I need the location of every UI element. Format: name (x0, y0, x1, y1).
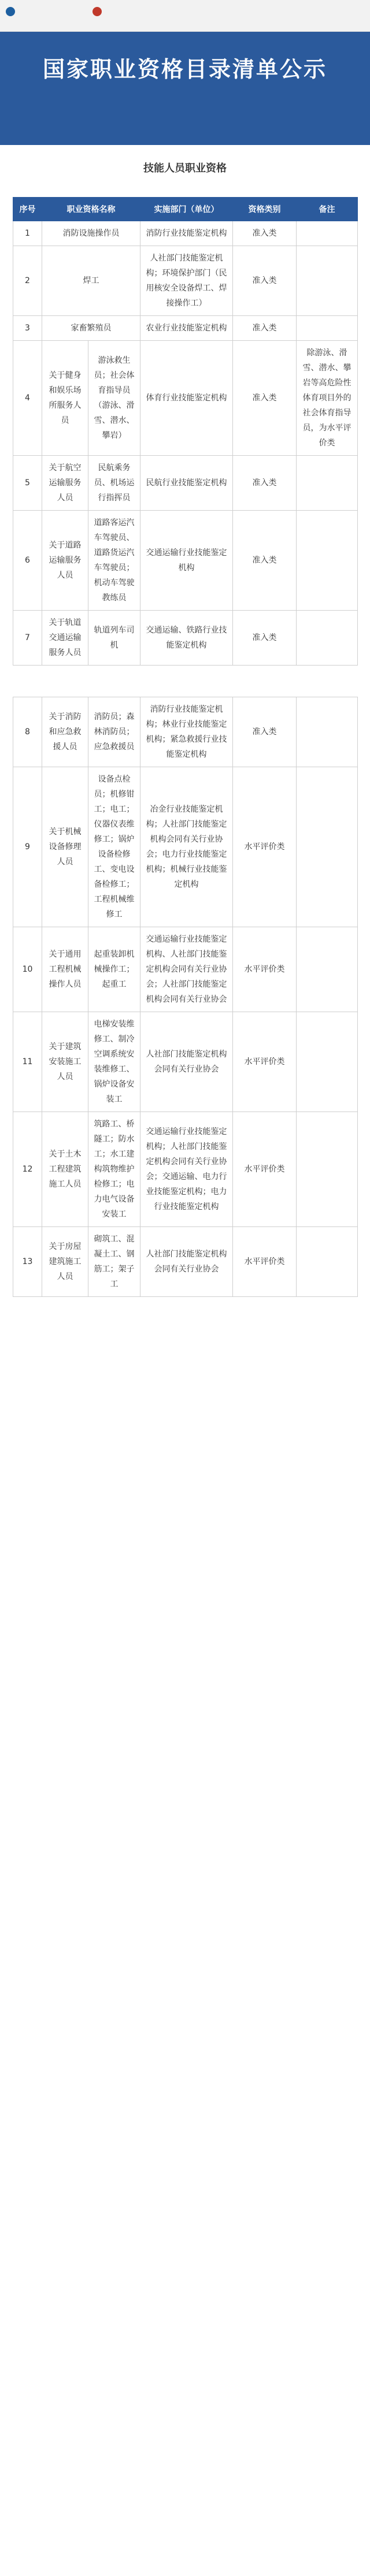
row-note: 除游泳、滑雪、潜水、攀岩等高危险性体育项目外的社会体育指导员，为水平评价类 (297, 341, 358, 456)
row-note (297, 316, 358, 341)
table-row (13, 246, 358, 316)
row-number: 4 (13, 341, 42, 456)
row-dept: 交通运输行业技能鉴定机构；人社部门技能鉴定机构会同有关行业协会；交通运输、电力行业技能鉴定机构；电力行业技能鉴定机构 (140, 1112, 233, 1227)
row-name: 关于健身和娱乐场所服务人员 (42, 341, 88, 456)
row-name: 消防设施操作员 (42, 221, 140, 246)
row-name: 关于机械设备修理人员 (42, 767, 88, 927)
row-number: 2 (13, 246, 42, 316)
row-note (297, 1012, 358, 1112)
row-dept: 体育行业技能鉴定机构 (140, 341, 233, 456)
row-sub: 电梯安装维修工、制冷空调系统安装维修工、锅炉设备安装工 (88, 1012, 140, 1112)
row-name: 关于建筑安装施工人员 (42, 1012, 88, 1112)
table-header-row (13, 198, 358, 221)
row-category: 准入类 (233, 456, 297, 511)
row-category: 水平评价类 (233, 1012, 297, 1112)
table-row (13, 456, 358, 511)
row-name: 关于消防和应急救援人员 (42, 697, 88, 767)
row-note (297, 511, 358, 611)
row-number: 1 (13, 221, 42, 246)
row-category: 水平评价类 (233, 1112, 297, 1227)
row-note (297, 456, 358, 511)
row-sub: 设备点检员；机修钳工；电工；仪器仪表维修工；锅炉设备检修工、变电设备检修工；工程机械维修工 (88, 767, 140, 927)
row-number: 13 (13, 1227, 42, 1297)
table-row (13, 221, 358, 246)
table-row (13, 1112, 358, 1227)
intro-text (29, 94, 341, 128)
table-row (13, 611, 358, 666)
col-category: 资格类别 (233, 198, 297, 221)
row-number: 12 (13, 1112, 42, 1227)
row-dept: 人社部门技能鉴定机构；环境保护部门（民用核安全设备焊工、焊接操作工） (140, 246, 233, 316)
row-number: 6 (13, 511, 42, 611)
row-dept: 人社部门技能鉴定机构会同有关行业协会 (140, 1012, 233, 1112)
row-name: 关于通用工程机械操作人员 (42, 927, 88, 1012)
top-bar (0, 0, 370, 32)
row-category: 准入类 (233, 697, 297, 767)
row-note (297, 611, 358, 666)
row-note (297, 697, 358, 767)
row-number: 9 (13, 767, 42, 927)
row-sub: 游泳救生员；社会体育指导员（游泳、滑雪、潜水、攀岩） (88, 341, 140, 456)
row-dept: 冶金行业技能鉴定机构；人社部门技能鉴定机构会同有关行业协会；电力行业技能鉴定机构；机械行业技能鉴定机构 (140, 767, 233, 927)
qualification-table-continued (13, 697, 358, 1297)
row-number: 8 (13, 697, 42, 767)
row-number: 5 (13, 456, 42, 511)
row-dept: 农业行业技能鉴定机构 (140, 316, 233, 341)
row-category: 水平评价类 (233, 927, 297, 1012)
row-name: 关于轨道交通运输服务人员 (42, 611, 88, 666)
row-dept: 交通运输行业技能鉴定机构、人社部门技能鉴定机构会同有关行业协会；人社部门技能鉴定机构会同有关行业协会 (140, 927, 233, 1012)
col-note: 备注 (297, 198, 358, 221)
row-name: 焊工 (42, 246, 140, 316)
table-row (13, 697, 358, 767)
row-number: 11 (13, 1012, 42, 1112)
section-title: 技能人员职业资格 (143, 162, 227, 174)
right-logo (92, 6, 104, 18)
row-name: 关于房屋建筑施工人员 (42, 1227, 88, 1297)
qualification-table (13, 197, 358, 666)
title-banner (0, 32, 370, 145)
row-sub: 民航乘务员、机场运行指挥员 (88, 456, 140, 511)
row-sub: 轨道列车司机 (88, 611, 140, 666)
row-sub: 砌筑工、混凝土工、钢筋工；架子工 (88, 1227, 140, 1297)
col-no: 序号 (13, 198, 42, 221)
row-category: 准入类 (233, 221, 297, 246)
table-row (13, 1227, 358, 1297)
row-note (297, 1227, 358, 1297)
row-name: 关于航空运输服务人员 (42, 456, 88, 511)
table-row (13, 927, 358, 1012)
row-number: 7 (13, 611, 42, 666)
row-note (297, 1112, 358, 1227)
row-name: 家畜繁殖员 (42, 316, 140, 341)
table-body-part1 (13, 221, 358, 666)
row-sub: 起重装卸机械操作工；起重工 (88, 927, 140, 1012)
col-dept: 实施部门（单位） (140, 198, 233, 221)
table-row (13, 316, 358, 341)
row-number: 3 (13, 316, 42, 341)
row-sub: 消防员；森林消防员；应急救援员 (88, 697, 140, 767)
row-number: 10 (13, 927, 42, 1012)
page-title: 国家职业资格目录清单公示 (42, 57, 327, 82)
row-sub: 道路客运汽车驾驶员、道路货运汽车驾驶员；机动车驾驶教练员 (88, 511, 140, 611)
row-dept: 消防行业技能鉴定机构；林业行业技能鉴定机构；紧急救援行业技能鉴定机构 (140, 697, 233, 767)
table-row (13, 341, 358, 456)
row-name: 关于土木工程建筑施工人员 (42, 1112, 88, 1227)
emblem-icon (6, 7, 15, 16)
table-gap (13, 666, 357, 689)
row-dept: 民航行业技能鉴定机构 (140, 456, 233, 511)
row-note (297, 927, 358, 1012)
row-category: 准入类 (233, 511, 297, 611)
row-dept: 交通运输行业技能鉴定机构 (140, 511, 233, 611)
row-note (297, 767, 358, 927)
table-row (13, 767, 358, 927)
row-dept: 人社部门技能鉴定机构会同有关行业协会 (140, 1227, 233, 1297)
row-note (297, 221, 358, 246)
table-row (13, 511, 358, 611)
row-category: 准入类 (233, 611, 297, 666)
row-category: 准入类 (233, 246, 297, 316)
row-sub: 筑路工、桥隧工；防水工；水工建构筑物维护检修工；电力电气设备安装工 (88, 1112, 140, 1227)
emblem-icon (92, 7, 102, 16)
row-dept: 消防行业技能鉴定机构 (140, 221, 233, 246)
row-name: 关于道路运输服务人员 (42, 511, 88, 611)
table-body-part2 (13, 697, 358, 1297)
row-category: 水平评价类 (233, 767, 297, 927)
row-category: 准入类 (233, 316, 297, 341)
row-category: 水平评价类 (233, 1227, 297, 1297)
row-category: 准入类 (233, 341, 297, 456)
section-subtitle (13, 180, 357, 189)
row-note (297, 246, 358, 316)
skills-section (13, 160, 357, 1297)
left-logo (6, 6, 17, 18)
table-row (13, 1012, 358, 1112)
row-dept: 交通运输、铁路行业技能鉴定机构 (140, 611, 233, 666)
col-name: 职业资格名称 (42, 198, 140, 221)
